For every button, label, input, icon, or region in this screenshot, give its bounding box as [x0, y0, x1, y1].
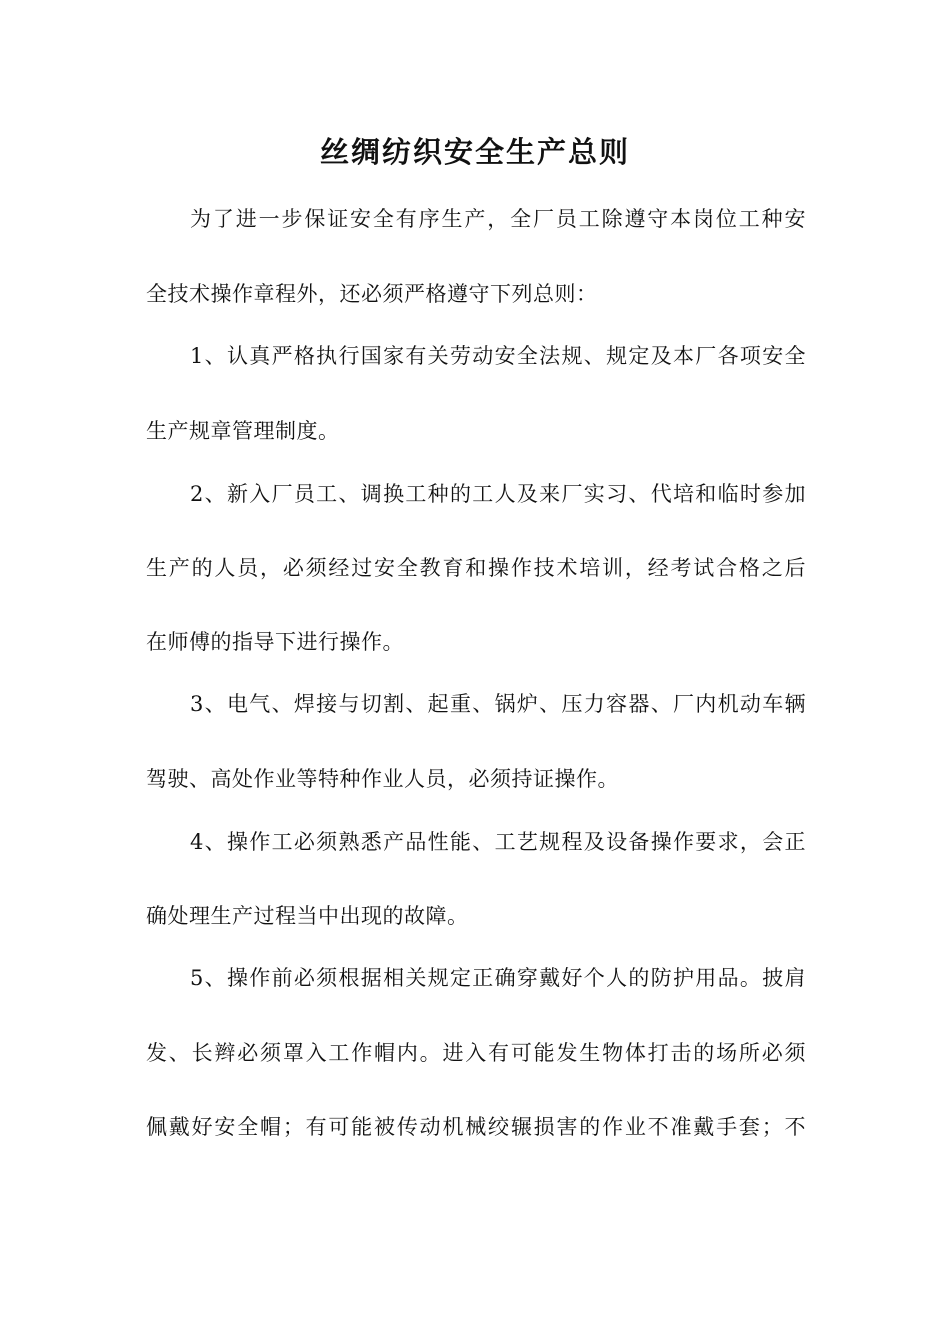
item-3-line-2: 驾驶、高处作业等特种作业人员，必须持证操作。: [146, 767, 619, 791]
item-2-line-2: 生产的人员，必须经过安全教育和操作技术培训，经考试合格之后: [146, 556, 806, 580]
item-4-line-1: 4、操作工必须熟悉产品性能、工艺规程及设备操作要求，会正: [190, 830, 806, 854]
item-2-line-3: 在师傅的指导下进行操作。: [146, 630, 404, 654]
item-2-line-1: 2、新入厂员工、调换工种的工人及来厂实习、代培和临时参加: [190, 482, 806, 506]
item-3-line-1: 3、电气、焊接与切割、起重、锅炉、压力容器、厂内机动车辆: [190, 692, 806, 716]
item-1-line-1: 1、认真严格执行国家有关劳动安全法规、规定及本厂各项安全: [190, 344, 806, 368]
paragraph-intro-line-1: 为了进一步保证安全有序生产，全厂员工除遵守本岗位工种安: [190, 207, 806, 231]
item-5-line-1: 5、操作前必须根据相关规定正确穿戴好个人的防护用品。披肩: [190, 966, 806, 990]
item-4-line-2: 确处理生产过程当中出现的故障。: [146, 904, 469, 928]
item-5-line-3: 佩戴好安全帽；有可能被传动机械绞辗损害的作业不准戴手套；不: [146, 1115, 806, 1139]
item-1-line-2: 生产规章管理制度。: [146, 419, 340, 443]
paragraph-intro-line-2: 全技术操作章程外，还必须严格遵守下列总则：: [146, 282, 598, 306]
document-title: 丝绸纺织安全生产总则: [319, 135, 630, 169]
item-5-line-2: 发、长辫必须罩入工作帽内。进入有可能发生物体打击的场所必须: [146, 1041, 806, 1065]
